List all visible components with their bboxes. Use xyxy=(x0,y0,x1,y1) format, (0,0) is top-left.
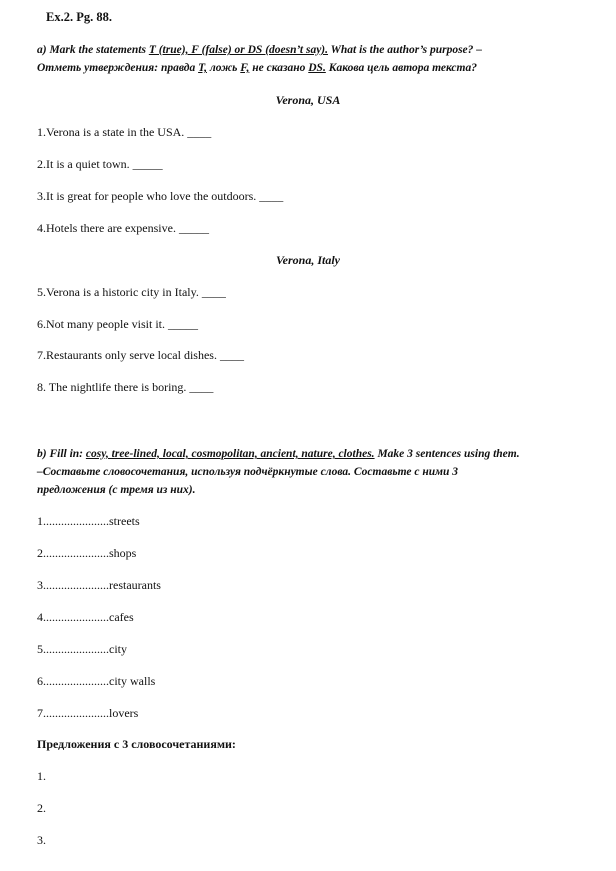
statement-8: 8. The nightlife there is boring. ____ xyxy=(37,380,214,394)
fill-item-2: 2......................shops xyxy=(37,546,137,560)
ru-text-2: ложь xyxy=(206,62,241,74)
ru-text-1: Отметь утверждения: правда xyxy=(37,62,199,74)
part-b-suffix: Make 3 sentences using them. xyxy=(374,448,520,460)
fill-item-5: 5......................city xyxy=(37,642,127,656)
statement-5: 5.Verona is a historic city in Italy. ____ xyxy=(37,285,226,299)
fill-item-3: 3......................restaurants xyxy=(37,578,161,592)
ru-underlined-f: F, xyxy=(240,62,250,74)
ru-underlined-t: T, xyxy=(198,62,207,74)
statement-1: 1.Verona is a state in the USA. ____ xyxy=(37,125,212,139)
sentence-number-2: 2. xyxy=(37,801,46,815)
part-b-instruction-line1 xyxy=(37,445,520,463)
statement-4: 4.Hotels there are expensive. _____ xyxy=(37,221,209,235)
section-title-verona-usa: Verona, USA xyxy=(275,93,341,107)
fill-item-4: 4......................cafes xyxy=(37,610,134,624)
fill-item-1: 1......................streets xyxy=(37,514,140,528)
section-title-verona-italy: Verona, Italy xyxy=(275,253,340,267)
part-b-instruction-line2: –Составьте словосочетания, используя подчёркнутые слова. Составьте с ними 3 xyxy=(37,466,459,478)
part-b-prefix: b) Fill in: xyxy=(37,448,86,460)
ru-underlined-ds: DS. xyxy=(308,62,326,74)
fill-item-7: 7......................lovers xyxy=(37,706,139,720)
statement-3: 3.It is great for people who love the outdoors. ____ xyxy=(37,189,284,203)
part-a-instruction-en-suffix: What is the author’s purpose? – xyxy=(328,44,483,56)
part-a-instruction-ru xyxy=(37,59,477,77)
part-b-word-list: cosy, tree-lined, local, cosmopolitan, ancient, nature, clothes. xyxy=(85,448,375,460)
statement-2: 2.It is a quiet town. _____ xyxy=(37,157,163,171)
fill-item-6: 6......................city walls xyxy=(37,674,156,688)
part-a-instruction-en xyxy=(37,41,482,59)
part-b-instruction-line3: предложения (с тремя из них). xyxy=(37,484,196,496)
part-a-instruction-en-prefix: a) Mark the statements xyxy=(37,44,149,56)
ru-text-3: не сказано xyxy=(249,62,309,74)
statement-6: 6.Not many people visit it. _____ xyxy=(37,317,198,331)
sentence-number-3: 3. xyxy=(37,833,46,847)
sentences-heading: Предложения с 3 словосочетаниями: xyxy=(37,737,236,751)
part-a-instruction-en-underlined: T (true), F (false) or DS (doesn’t say). xyxy=(148,44,329,56)
statement-7: 7.Restaurants only serve local dishes. ____ xyxy=(37,348,244,362)
ru-text-4: Какова цель автора текста? xyxy=(325,62,477,74)
exercise-title: Ex.2. Pg. 88. xyxy=(46,10,112,24)
sentence-number-1: 1. xyxy=(37,769,46,783)
